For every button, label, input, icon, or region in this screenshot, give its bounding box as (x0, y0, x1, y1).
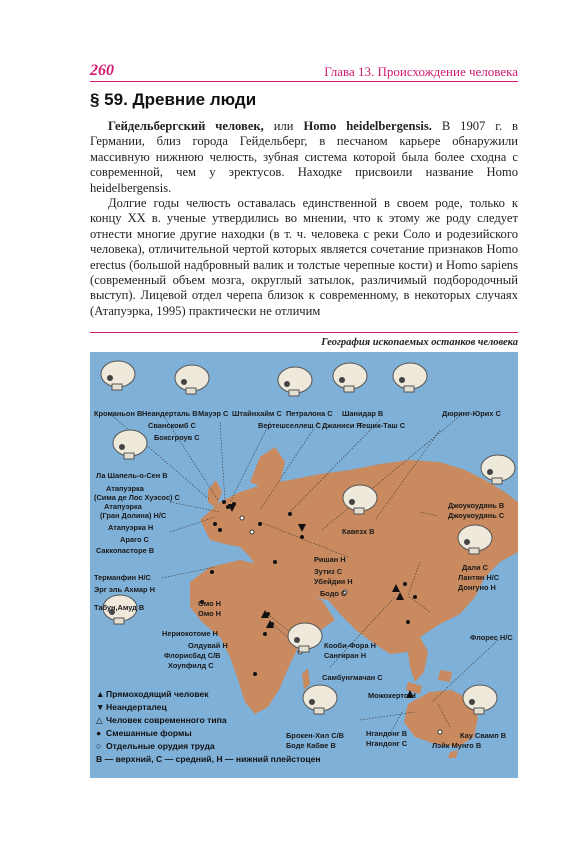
site-label: Кроманьон В (94, 409, 143, 418)
triangle-down-icon: ▼ (96, 702, 105, 712)
skull-icon (275, 364, 315, 398)
chapter-title: Глава 13. Происхождение человека (324, 64, 518, 79)
site-label: Флорес Н/С (470, 633, 513, 642)
filled-circle-icon: ● (96, 728, 102, 738)
legend-label: Отдельные орудия труда (106, 741, 215, 751)
site-label: Саккопасторе В (96, 546, 155, 555)
legend-item (96, 714, 321, 727)
site-label: Шанидар В (342, 409, 384, 418)
map-legend (96, 688, 321, 766)
skull-icon (340, 482, 380, 516)
site-label: (Гран Долина) Н/С (100, 511, 167, 520)
site-label: Самбунгмачан С (322, 673, 383, 682)
skull-icon (172, 362, 212, 396)
site-label: Олдувай Н (188, 641, 228, 650)
legend-item (96, 740, 321, 753)
legend-note: В — верхний, С — средний, Н — нижний плейстоцен (96, 754, 321, 764)
site-label: Дали С (462, 563, 489, 572)
site-label: Нгандонг С (366, 739, 408, 748)
site-label: Брокен-Хил С/В (286, 731, 345, 740)
site-label: Сванскомб С (148, 421, 196, 430)
skull-icon (98, 358, 138, 392)
site-label: Петралона С (286, 409, 333, 418)
site-label: Омо Н (198, 609, 222, 618)
body-text (90, 119, 518, 319)
site-label: Атапуэрка Н (108, 523, 154, 532)
site-label: Ришан Н (314, 555, 346, 564)
site-label: Джаниси Н (322, 421, 362, 430)
site-label: Ла Шапель-о-Сен В (96, 471, 168, 480)
site-label: Тешик-Таш С (358, 421, 406, 430)
page-number: 260 (90, 62, 114, 79)
section-title: § 59. Древние люди (90, 90, 257, 109)
site-label: Мауэр С (198, 409, 229, 418)
site-label: Эрг эль Ахмар Н (94, 585, 155, 594)
paragraph-1 (90, 119, 518, 196)
site-label: Кооби-Фора Н (324, 641, 376, 650)
site-label: Атапуэрка (106, 484, 144, 493)
skull-icon (478, 452, 518, 486)
site-label: Дюринг-Юрих С (442, 409, 501, 418)
figure-divider (90, 332, 518, 333)
site-label: Вертешселлеш С (258, 421, 321, 430)
open-circle-icon: ○ (96, 741, 102, 751)
skull-icon (455, 522, 495, 556)
site-label: Штайнхайм С (232, 409, 282, 418)
triangle-outline-icon: △ (96, 715, 103, 725)
skull-icon (390, 360, 430, 394)
site-label: Кау Свамп В (460, 731, 507, 740)
site-label: (Сима де Лос Хуэсос) С (94, 493, 180, 502)
site-label: Атапуэрка (104, 502, 142, 511)
site-label: Лантян Н/С (458, 573, 500, 582)
site-label: Флорисбад С/В (164, 651, 221, 660)
site-label: Нериокотоме Н (162, 629, 218, 638)
legend-item (96, 688, 321, 701)
legend-label: Смешанные формы (106, 728, 192, 738)
site-label: Лэйк Мунго В (432, 741, 482, 750)
site-label: Неандерталь В (142, 409, 198, 418)
site-label: Можокерто Н (368, 691, 416, 700)
site-label: Араго С (120, 535, 149, 544)
site-label: Табун,Амуд В (94, 603, 145, 612)
legend-item (96, 727, 321, 740)
legend-item (96, 701, 321, 714)
site-label: Джоукоудянь С (448, 511, 505, 520)
site-label: Терманфин Н/С (94, 573, 151, 582)
legend-label: Человек современного типа (106, 715, 227, 725)
paragraph-1-text: В 1907 г. в Германии, близ города Гейдельберг, в песчаном карьере обнаружили массивную нижнюю челюсть, зубная система которой была более сходна с современной, чем у эректусов. Находке присвоили название Homo heidelbergensis. (90, 119, 518, 195)
world-map-figure (90, 352, 518, 778)
site-label: Убейдия Н (314, 577, 353, 586)
term-latin: Homo heidelbergensis. (303, 119, 432, 133)
site-label: Нгандонг В (366, 729, 408, 738)
site-label: Кавезх В (342, 527, 375, 536)
skull-icon (110, 427, 150, 461)
connector-text: или (263, 119, 304, 133)
legend-label: Прямоходящий человек (106, 689, 209, 699)
site-label: Боде Кабве В (286, 741, 336, 750)
site-label: Боксгроув С (154, 433, 200, 442)
site-label: Зутиз С (314, 567, 343, 576)
term-heidelberg: Гейдельбергский человек, (108, 119, 264, 133)
skull-icon (330, 360, 370, 394)
paragraph-2: Долгие годы челюсть оставалась единственной в своем роде, только к концу XX в. ученые утвердились во мнении, что к этому же роду следует отнести многие другие находки (в т. ч. человека с реки Соло и родезийского человека), отличительной чертой которых является сочетание признаков Homo erectus (большой надбровный валик и толстые черепные кости) и Homo sapiens (современный объем мозга, округлый затылок, различимый подбородочный выступ). Лицевой отдел черепа близок к современному, в некоторых случаях (Атапуэрка, 1995) практически не отличим (90, 196, 518, 318)
site-label: Сангиран Н (324, 651, 367, 660)
site-label: Хоупфилд С (168, 661, 214, 670)
site-label: Джоукоудянь В (448, 501, 505, 510)
figure-caption: География ископаемых останков человека (321, 337, 518, 348)
skull-icon (460, 682, 500, 716)
page-header (90, 62, 518, 82)
skull-icon (285, 620, 325, 654)
legend-label: Неандерталец (106, 702, 167, 712)
triangle-up-icon: ▲ (96, 689, 105, 699)
site-label: Омо Н (198, 599, 222, 608)
site-label: Бодо С (320, 589, 347, 598)
site-label: Донгуно Н (458, 583, 496, 592)
